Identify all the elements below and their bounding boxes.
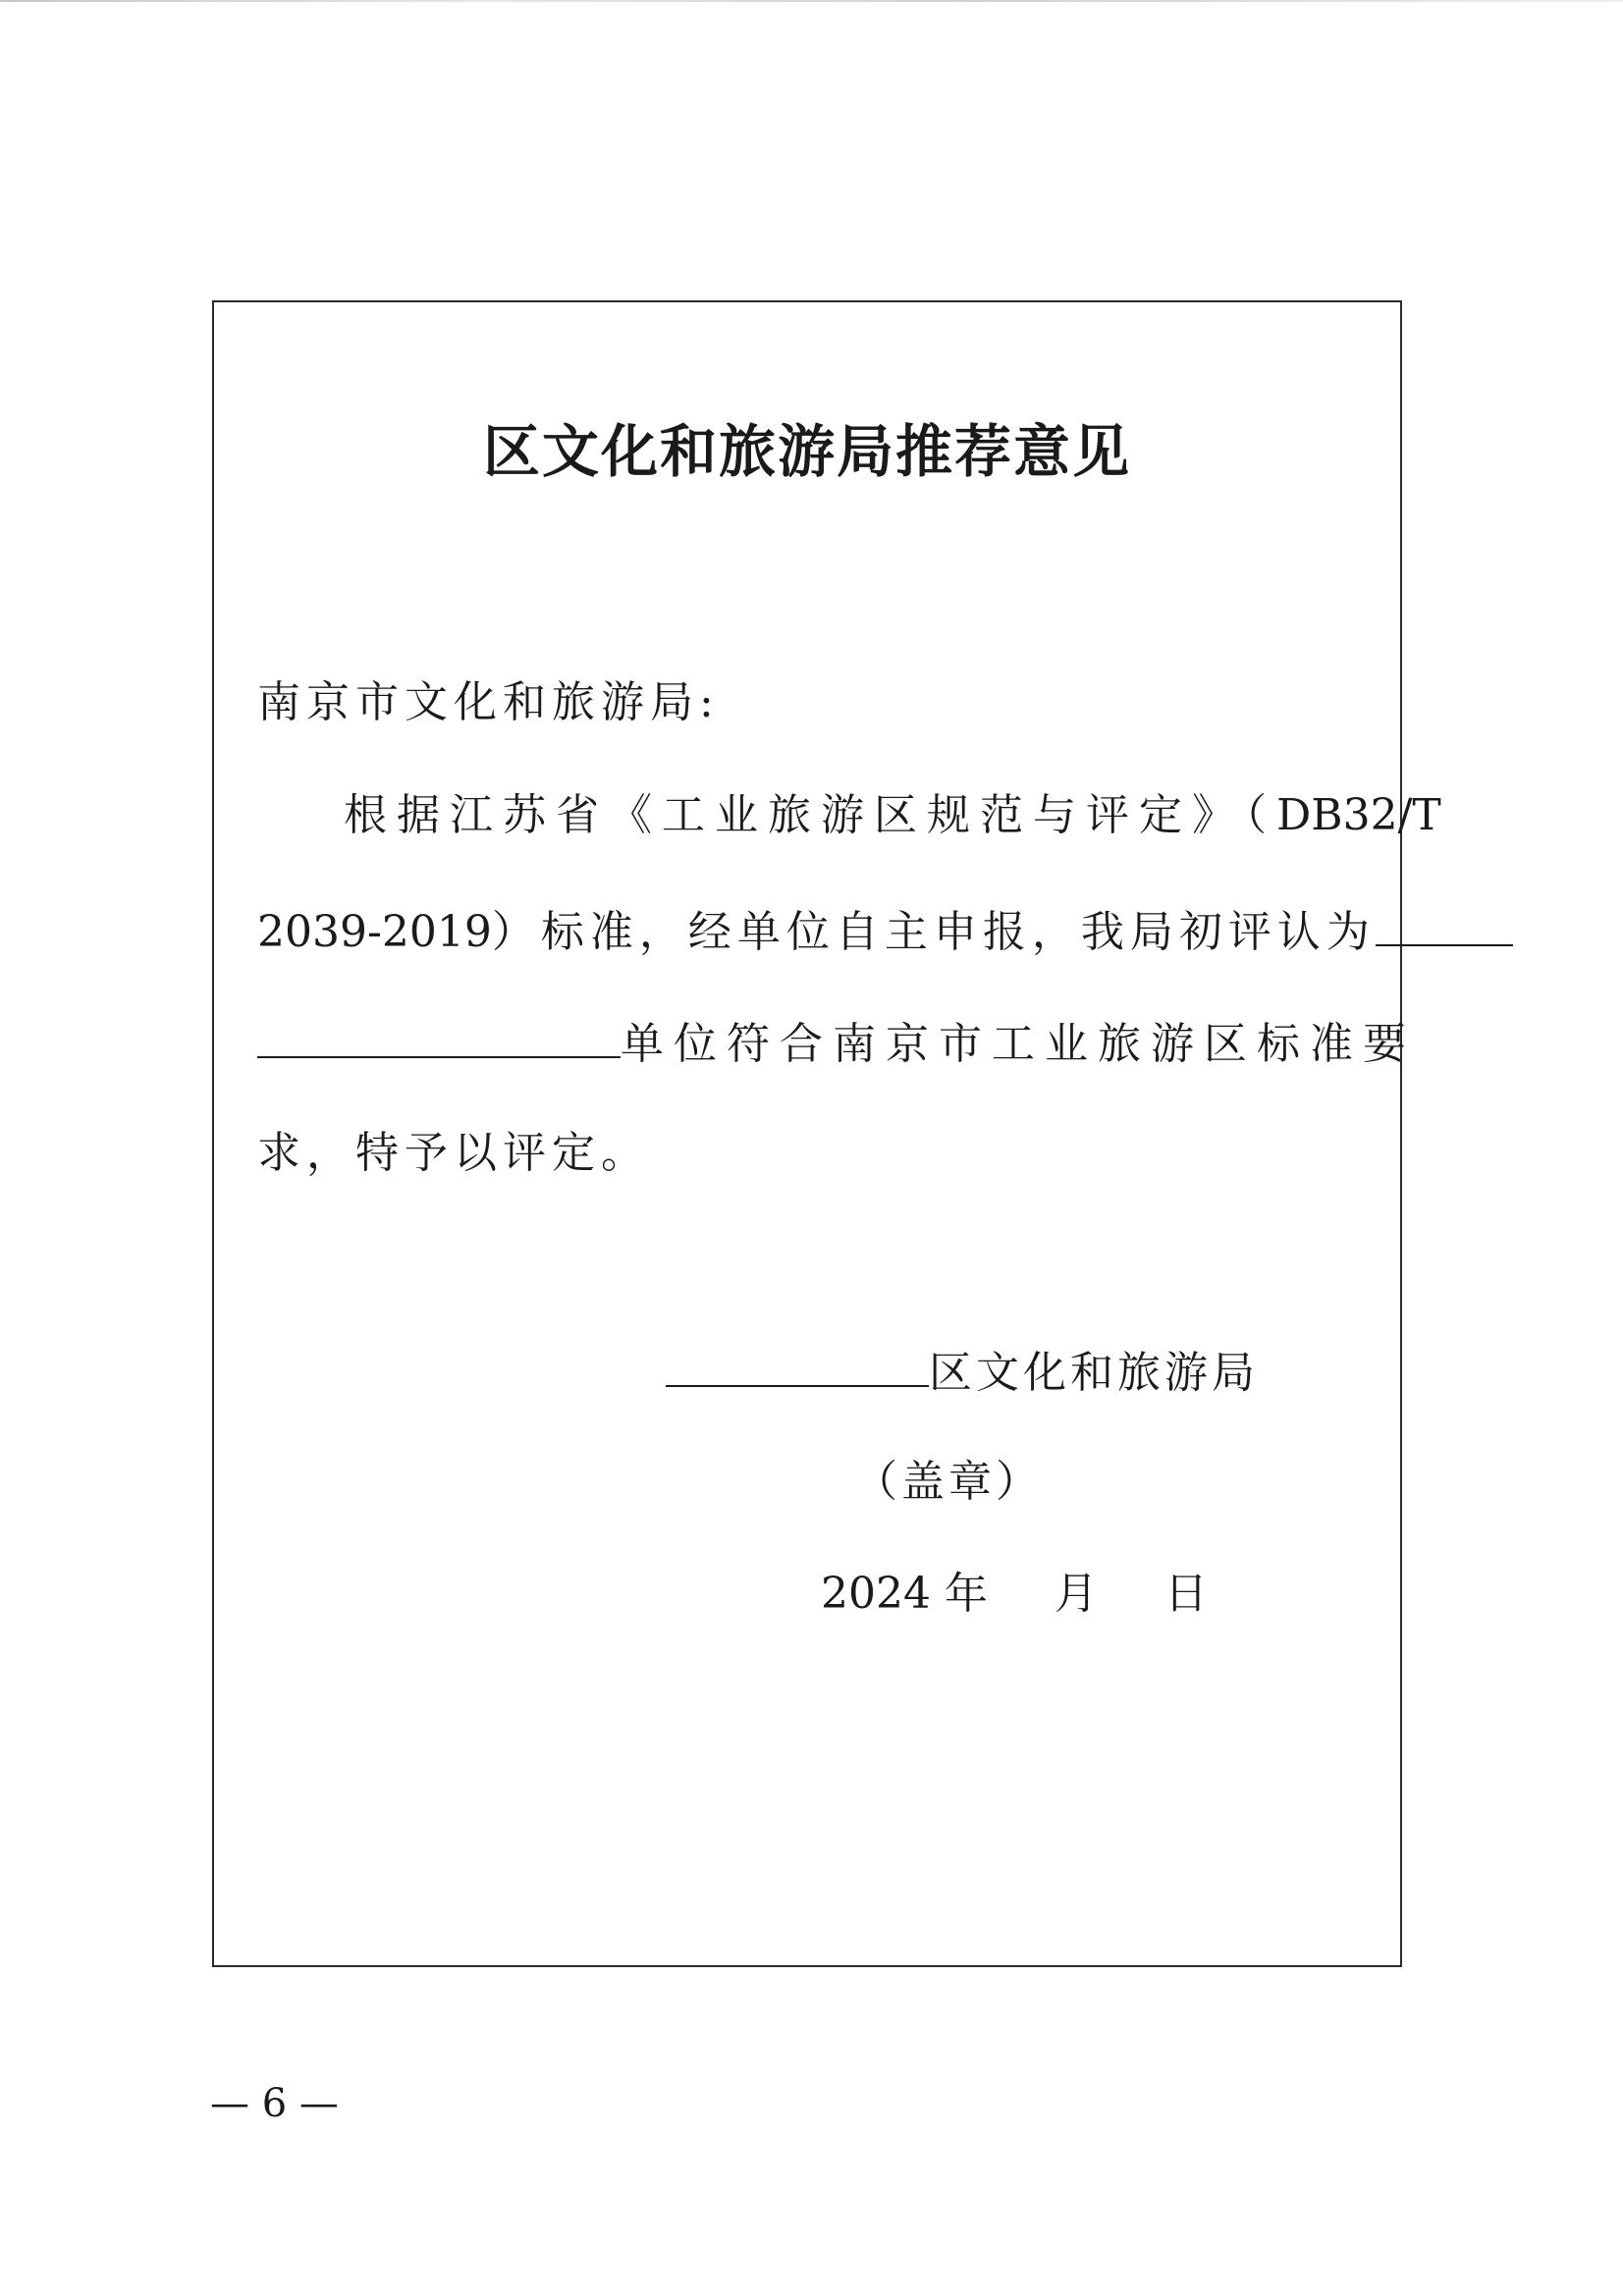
unit-name-blank-end[interactable] bbox=[257, 1011, 621, 1058]
body-line-1-text: 根据江苏省《工业旅游区规范与评定》（ bbox=[344, 790, 1276, 840]
body-line-4: 求，特予以评定。 bbox=[257, 1128, 650, 1178]
standard-code-part-2: 2039-2019 bbox=[257, 907, 492, 957]
form-title: 区文化和旅游局推荐意见 bbox=[482, 418, 1131, 485]
date-day-unit: 日 bbox=[1163, 1569, 1208, 1619]
page-number: — 6 — bbox=[210, 2081, 339, 2126]
date-year-unit: 年 bbox=[944, 1569, 988, 1619]
standard-code-part-1: DB32/T bbox=[1276, 790, 1441, 840]
body-line-2-text: ）标准，经单位自主申报，我局初评认为 bbox=[491, 907, 1376, 957]
district-name-blank[interactable] bbox=[666, 1340, 929, 1387]
scan-edge bbox=[0, 0, 1623, 2]
signature-line bbox=[666, 1340, 1259, 1403]
body-line-3-text: 单位符合南京市工业旅游区标准要 bbox=[621, 1019, 1416, 1069]
body-line-3 bbox=[257, 1011, 1416, 1074]
unit-name-blank-start[interactable] bbox=[1376, 899, 1513, 946]
body-line-2 bbox=[257, 899, 1513, 962]
date-year: 2024 bbox=[821, 1569, 931, 1619]
salutation: 南京市文化和旅游局: bbox=[257, 677, 720, 727]
body-line-1 bbox=[344, 786, 1441, 845]
signature-org: 区文化和旅游局 bbox=[929, 1348, 1259, 1398]
date-line bbox=[821, 1565, 1208, 1624]
seal-note: （盖章） bbox=[854, 1457, 1043, 1507]
date-month-unit: 月 bbox=[1054, 1569, 1098, 1619]
